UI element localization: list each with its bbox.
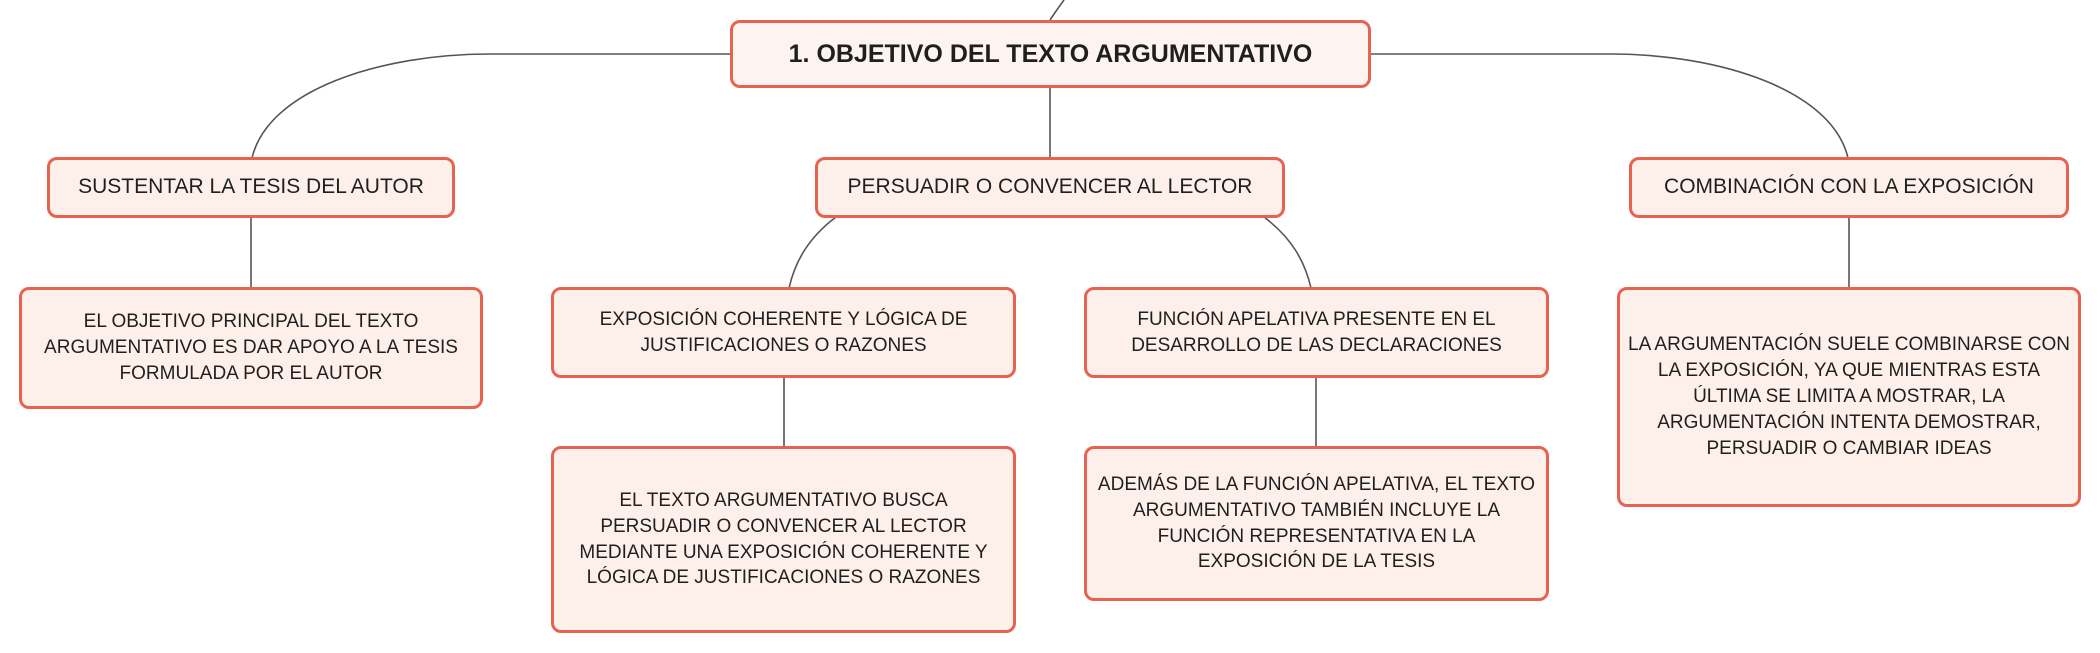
connector-center-sub2 [1264, 217, 1311, 288]
detail-combinacion-node[interactable] [1617, 287, 2081, 507]
root-node[interactable] [730, 20, 1371, 88]
connector-root-right [1370, 54, 1848, 158]
branch-sustentar-node[interactable] [47, 157, 455, 218]
connector-center-sub1 [789, 217, 836, 288]
sub-exposicion-label: EXPOSICIÓN COHERENTE Y LÓGICA DE JUSTIFICACIONES O RAZONES [599, 308, 968, 356]
detail-sustentar-node[interactable] [19, 287, 483, 409]
branch-persuadir-label: PERSUADIR O CONVENCER AL LECTOR [847, 175, 1253, 199]
branch-sustentar-label: SUSTENTAR LA TESIS DEL AUTOR [78, 175, 424, 199]
detail-sustentar-text: EL OBJETIVO PRINCIPAL DEL TEXTO ARGUMENTATIVO ES DAR APOYO A LA TESIS FORMULADA POR EL AUTOR [44, 311, 458, 384]
branch-combinacion-label: COMBINACIÓN CON LA EXPOSICIÓN [1664, 175, 2034, 199]
branch-persuadir-node[interactable] [815, 157, 1285, 218]
detail-exposicion-text: EL TEXTO ARGUMENTATIVO BUSCA PERSUADIR O CONVENCER AL LECTOR MEDIANTE UNA EXPOSICIÓN COHERENTE Y LÓGICA DE JUSTIFICACIONES O RAZONES [579, 489, 988, 589]
root-label: 1. OBJETIVO DEL TEXTO ARGUMENTATIVO [788, 40, 1313, 68]
detail-apelativa-node[interactable] [1084, 446, 1549, 601]
sub-apelativa-node[interactable] [1084, 287, 1549, 378]
detail-apelativa-text: ADEMÁS DE LA FUNCIÓN APELATIVA, EL TEXTO ARGUMENTATIVO TAMBIÉN INCLUYE LA FUNCIÓN REPRESENTATIVA EN LA EXPOSICIÓN DE LA TESIS [1097, 473, 1536, 573]
connector-parent-root [1050, 0, 1064, 20]
detail-exposicion-node[interactable] [551, 446, 1016, 633]
detail-combinacion-text: LA ARGUMENTACIÓN SUELE COMBINARSE CON LA EXPOSICIÓN, YA QUE MIENTRAS ESTA ÚLTIMA SE LIMITA A MOSTRAR, LA ARGUMENTACIÓN INTENTA DEMOSTRAR, PERSUADIR O CAMBIAR IDEAS [1628, 334, 2071, 459]
connector-root-left [252, 54, 732, 158]
branch-combinacion-node[interactable] [1629, 157, 2069, 218]
sub-exposicion-node[interactable] [551, 287, 1016, 378]
sub-apelativa-label: FUNCIÓN APELATIVA PRESENTE EN EL DESARROLLO DE LAS DECLARACIONES [1131, 308, 1502, 356]
